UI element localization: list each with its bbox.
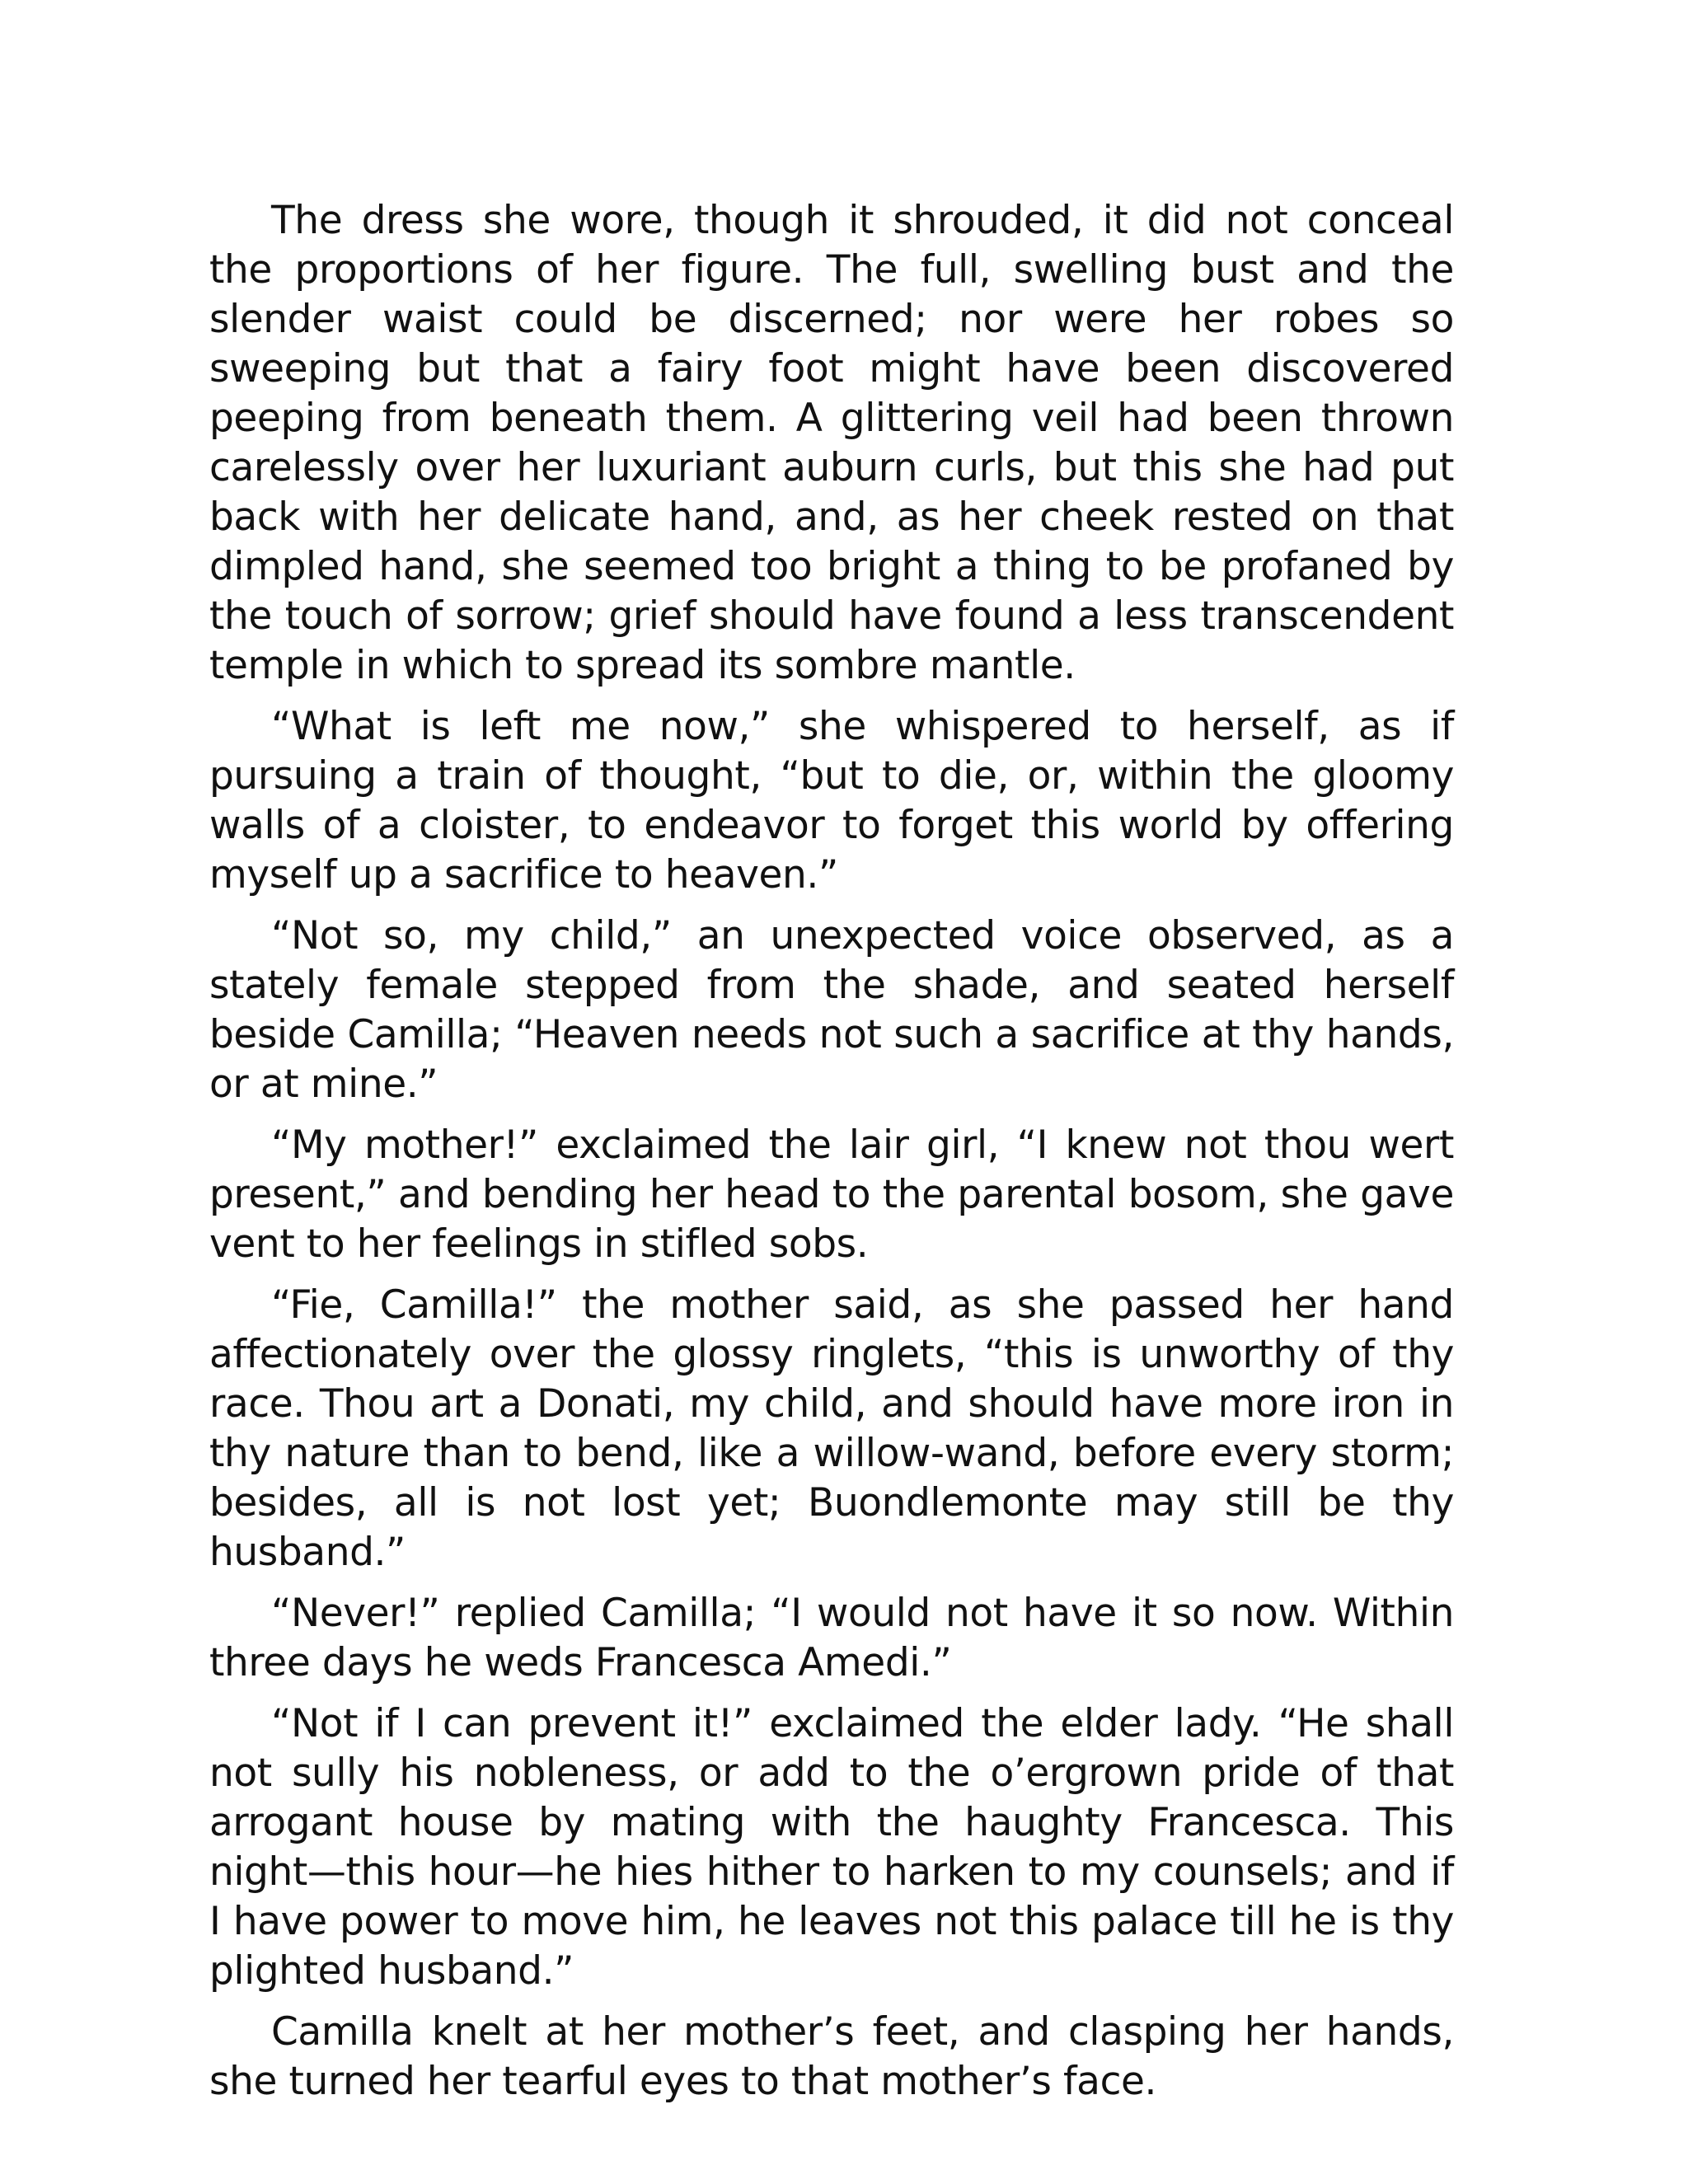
page-body [209,196,1454,2118]
paragraph-4: “My mother!” exclaimed the lair girl, “I knew not thou wert present,” and bending her head to the parental bosom, she gave vent to her feelings in stifled sobs. [209,1122,1454,1267]
paragraph-6: “Never!” replied Camilla; “I would not have it so now. Within three days he weds Francesca Amedi.” [209,1591,1454,1685]
paragraph-5: “Fie, Camilla!” the mother said, as she passed her hand affectionately over the glossy ringlets, “this is unworthy of thy race. Thou art a Donati, my child, and should have more iron in thy nature than to bend, like a willow-wand, before every storm; besides, all is not lost yet; Buondlemonte may still be thy husband.” [209,1282,1454,1575]
paragraph-7: “Not if I can prevent it!” exclaimed the elder lady. “He shall not sully his nobleness, or add to the o’ergrown pride of that arrogant house by mating with the haughty Francesca. This night—this hour—he hies hither to harken to my counsels; and if I have power to move him, he leaves not this palace till he is thy plighted husband.” [209,1701,1454,1994]
paragraph-8: Camilla knelt at her mother’s feet, and clasping her hands, she turned her tearful eyes to that mother’s face. [209,2009,1454,2104]
paragraph-2: “What is left me now,” she whispered to herself, as if pursuing a train of thought, “but to die, or, within the gloomy walls of a cloister, to endeavor to forget this world by offering myself up a sacrifice to heaven.” [209,704,1454,898]
paragraph-1: The dress she wore, though it shrouded, it did not conceal the proportions of her figure. The full, swelling bust and the slender waist could be discerned; nor were her robes so sweeping but that a fairy foot might have been discovered peeping from beneath them. A glittering veil had been thrown carelessly over her luxuriant auburn curls, but this she had put back with her delicate hand, and, as her cheek rested on that dimpled hand, she seemed too bright a thing to be profaned by the touch of sorrow; grief should have found a less transcendent temple in which to spread its sombre mantle. [209,198,1454,688]
paragraph-3: “Not so, my child,” an unexpected voice observed, as a stately female stepped from the shade, and seated herself beside Camilla; “Heaven needs not such a sacrifice at thy hands, or at mine.” [209,913,1454,1107]
